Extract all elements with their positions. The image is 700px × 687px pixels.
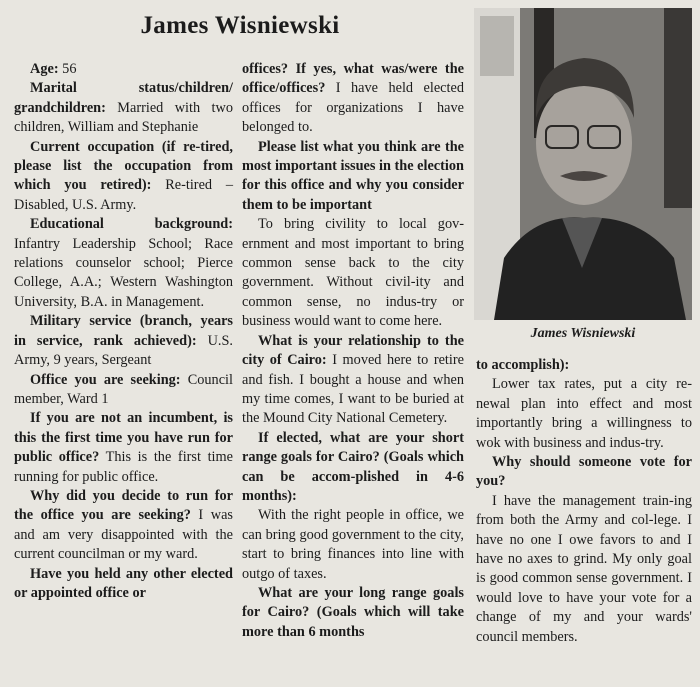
answer-text: I was and am very disappointed with the current councilman or my ward.	[14, 507, 233, 563]
candidate-photo	[474, 8, 692, 320]
qa-paragraph	[476, 492, 692, 647]
qa-paragraph	[14, 312, 233, 370]
qa-paragraph	[242, 584, 464, 642]
question-text: Military service (branch, years in service, rank achieved):	[14, 313, 233, 349]
answer-text: 56	[58, 61, 77, 77]
question-text: Why did you decide to run for the office you are seeking?	[14, 487, 233, 524]
question-text: Please list what you think are the most important issues in the election for this office and why you consider them to be important	[242, 138, 464, 213]
answer-text: Council member, Ward 1	[14, 371, 233, 407]
question-text: If you are not an incumbent, is this the first time you have run for public office?	[14, 410, 233, 466]
answer-text: To bring civility to local gov-ernment and most important to bring common sense back to the city government. Without civil-ity and common sense, no indus-try or business would want to come here.	[242, 216, 464, 330]
question-text: Have you held any other elected or appointed office or	[14, 565, 233, 601]
question-text: Marital status/children/ grandchildren:	[14, 80, 233, 116]
answer-text: With the right people in office, we can bring good government to the city, start to bring finances into line with outgo of taxes.	[242, 507, 464, 582]
qa-paragraph	[242, 215, 464, 331]
qa-paragraph	[242, 138, 464, 216]
qa-paragraph	[476, 375, 692, 453]
question-text: Current occupation (if re-tired, please list the occupation from which you retired):	[14, 138, 233, 194]
headline: James Wisniewski	[140, 12, 340, 39]
answer-text: Lower tax rates, put a city re-newal plan into effect and most importantly bring a willingness to wok with business and indus-try.	[476, 376, 692, 451]
question-text: Why should someone vote for you?	[476, 454, 692, 490]
photo-caption: James Wisniewski	[530, 326, 636, 341]
question-text: What are your long range goals for Cairo? (Goals which will take more than 6 months	[242, 584, 464, 640]
qa-paragraph	[476, 356, 692, 375]
answer-text: I have the management train-ing from both the Army and col-lege. I have no one I owe favors to and I have no axes to grind. My only goal is good common sense government. I would love to have your vote for a change of my and your wards' council members.	[476, 492, 692, 645]
column-3	[476, 356, 692, 647]
qa-paragraph	[14, 371, 233, 410]
answer-text: I moved here to retire and fish. I bought a house and when my time comes, I want to be buried at the Mound City National Cemetery.	[242, 352, 464, 427]
qa-paragraph	[14, 487, 233, 565]
qa-paragraph	[14, 79, 233, 137]
question-text: Educational background:	[30, 216, 233, 233]
qa-paragraph	[14, 215, 233, 312]
answer-text: Married with two children, William and Stephanie	[14, 99, 233, 136]
question-text: Age:	[30, 61, 59, 77]
qa-paragraph	[242, 506, 464, 584]
answer-text: I have held elected offices for organizations I have belonged to.	[242, 80, 464, 136]
qa-paragraph	[242, 60, 464, 138]
qa-paragraph	[476, 453, 692, 492]
column-2	[242, 60, 464, 642]
qa-paragraph	[242, 429, 464, 507]
question-text: to accomplish):	[476, 357, 570, 373]
qa-paragraph	[242, 332, 464, 429]
column-1	[14, 60, 233, 603]
qa-paragraph	[14, 409, 233, 487]
question-text: Office you are seeking:	[30, 371, 181, 388]
question-text: offices? If yes, what was/were the office/offices?	[242, 61, 464, 97]
answer-text: Infantry Leadership School; Race relations counselor school; Pierce College, A.A.; Western Washington University, B.A. in Management.	[14, 235, 233, 310]
answer-text: Re-tired – Disabled, U.S. Army.	[14, 177, 233, 213]
question-text: What is your relationship to the city of Cairo:	[242, 332, 464, 369]
question-text: If elected, what are your short range goals for Cairo? (Goals which can be accom-plished in 4-6 months):	[242, 429, 464, 504]
qa-paragraph	[14, 565, 233, 604]
qa-paragraph	[14, 138, 233, 216]
answer-text: U.S. Army, 9 years, Sergeant	[14, 332, 234, 369]
answer-text: This is the first time running for public office.	[14, 449, 233, 485]
qa-paragraph	[14, 60, 233, 79]
